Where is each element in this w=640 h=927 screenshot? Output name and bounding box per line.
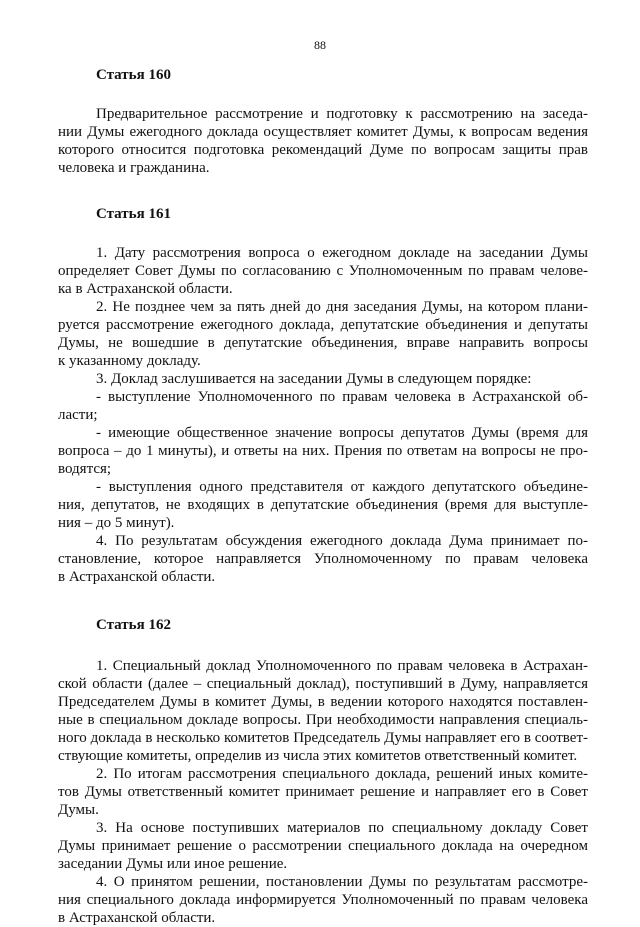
article-161-list-item-3 [58,478,588,532]
text-line: 2. По итогам рассмотрения специального доклада, решений иных комите- [96,766,588,782]
text-line: ка в Астраханской области. [58,281,233,297]
text-line: ской области (далее – специальный доклад), поступивший в Думу, направляется [58,676,588,692]
text-line: 1. Специальный доклад Уполномоченного по правам человека в Астрахан- [96,658,588,674]
text-line: 1. Дату рассмотрения вопроса о ежегодном докладе на заседании Думы [96,245,588,261]
text-line: ния – до 5 минут). [58,515,175,531]
article-161-paragraph-2 [58,298,588,370]
text-line: 3. На основе поступивших материалов по специальному докладу Совет [96,820,588,836]
text-line: Предварительное рассмотрение и подготовку к рассмотрению на заседа- [96,106,588,122]
text-line: Председателем Думы в комитет Думы, в ведении которого находятся поставлен- [58,694,588,710]
text-line: ния специального доклада информируется Уполномоченный по правам человека [58,892,588,908]
text-line: в Астраханской области. [58,910,216,926]
article-162-heading: Статья 162 [96,617,171,633]
document-body [58,66,588,927]
article-162-paragraph-1 [58,657,588,765]
text-line: Думы принимает решение о рассмотрении специального доклада на очередном [58,838,588,854]
article-161-list-item-2 [58,424,588,478]
text-line: в Астраханской области. [58,569,216,585]
article-160-paragraph-1 [58,105,588,177]
text-line: руется рассмотрение ежегодного доклада, депутатские объединения и депутаты [58,317,588,333]
text-line: заседании Думы или иное решение. [58,856,288,872]
text-line: ния, депутатов, не входящих в депутатские объединения (время для выступле- [58,497,588,513]
article-161-heading: Статья 161 [96,206,171,222]
article-162-paragraph-4 [58,873,588,927]
text-line: Думы. [58,802,99,818]
text-line: водятся; [58,461,112,477]
text-line: определяет Совет Думы по согласованию с Уполномоченным по правам челове- [58,263,588,279]
text-line: человека и гражданина. [58,160,210,176]
article-162-paragraph-3 [58,819,588,873]
text-line: Думы, не вошедшие в депутатские объединения, вправе направить вопросы [58,335,588,351]
text-line: к указанному докладу. [58,353,201,369]
text-line: - имеющие общественное значение вопросы депутатов Думы (время для [96,425,588,441]
text-line: становление, которое направляется Уполномоченному по правам человека [58,551,588,567]
text-line: - выступления одного представителя от каждого депутатского объедине- [96,479,588,495]
article-161-paragraph-4 [58,532,588,586]
article-162-paragraph-2 [58,765,588,819]
text-line: нии Думы ежегодного доклада осуществляет комитет Думы, к вопросам ведения [58,124,588,140]
text-line: ласти; [58,407,98,423]
text-line: тов Думы ответственный комитет принимает решение и направляет его в Совет [58,784,588,800]
text-line: ствующие комитеты, определив из числа этих комитетов ответственный комитет. [58,748,578,764]
text-line: - выступление Уполномоченного по правам человека в Астраханской об- [96,389,588,405]
text-line: ные в специальном докладе вопросы. При необходимости направления специаль- [58,712,588,728]
text-line: 4. О принятом решении, постановлении Думы по результатам рассмотре- [96,874,588,890]
text-line: 2. Не позднее чем за пять дней до дня заседания Думы, на котором плани- [96,299,588,315]
text-line: 4. По результатам обсуждения ежегодного доклада Дума принимает по- [96,533,588,549]
text-line: 3. Доклад заслушивается на заседании Думы в следующем порядке: [96,371,532,387]
text-line: вопроса – до 1 минуты), и ответы на них. Прения по ответам на вопросы не про- [58,443,588,459]
text-line: которого относится подготовка рекомендаций Думе по вопросам защиты прав [58,142,588,158]
article-161-paragraph-1 [58,244,588,298]
article-160-heading: Статья 160 [96,67,171,83]
page-number: 88 [314,38,326,52]
article-161-list-item-1 [58,388,588,424]
text-line: ного доклада в несколько комитетов Председатель Думы направляет его в соответ- [58,730,588,746]
article-161-paragraph-3 [58,370,588,388]
